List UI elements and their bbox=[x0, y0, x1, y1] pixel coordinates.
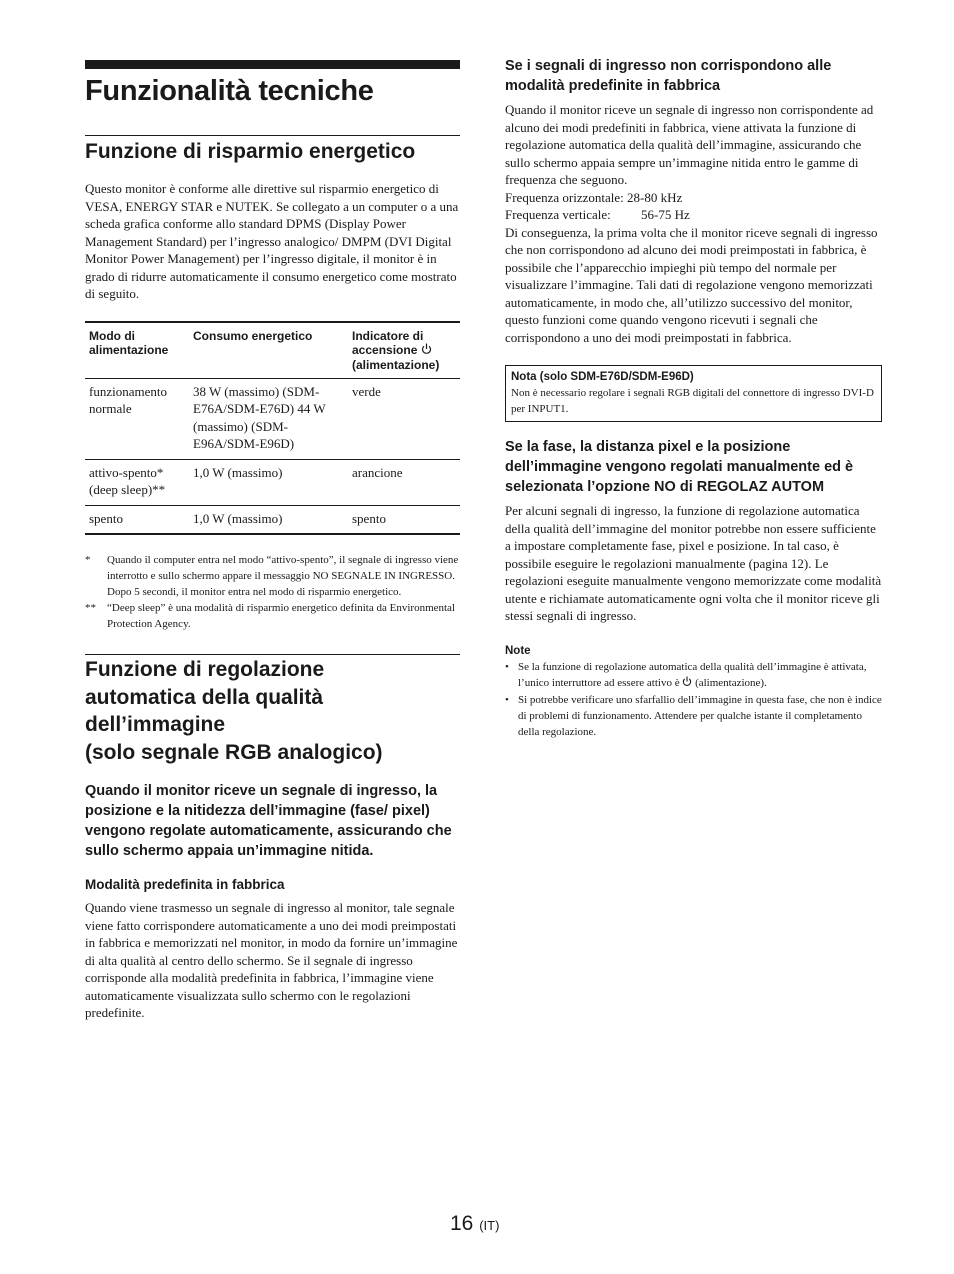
energy-intro: Questo monitor è conforme alle direttive sul risparmio energetico di VESA, ENERGY STAR e NUTEK. Se collegato a un computer o a una scheda grafica conforme allo standard DPMS (Display Power Management Standard) per l’ingresso analogico/ DMPM (DVI Digital Monitor Power Management) per l’ingresso digitale, il monitor è in grado di ridurre automaticamente il consumo energetico come mostrato di seguito. bbox=[85, 181, 459, 301]
right-column bbox=[505, 56, 885, 740]
header-indicator-label: Indicatore di accensione bbox=[352, 328, 427, 357]
footnote bbox=[85, 600, 460, 632]
auto-adjust-heading-line: dell’immagine bbox=[85, 713, 226, 736]
power-icon bbox=[421, 343, 432, 358]
note-bullet bbox=[505, 659, 882, 692]
table-header-row bbox=[85, 322, 460, 379]
bullet-dot: • bbox=[505, 693, 509, 706]
non-matching-text: Quando il monitor riceve un segnale di ingresso non corrispondente ad alcuno dei modi predefiniti in fabbrica, viene attivata la funzione di regolazione automatica della qualità dell’immagine, assicurando che sullo schermo appaia sempre un’immagine nitida entro le gamme di frequenza che seguono. bbox=[505, 102, 874, 187]
page-number-value: 16 bbox=[450, 1212, 474, 1235]
note-bullet bbox=[505, 692, 885, 740]
bullet-dot: • bbox=[505, 660, 509, 673]
table-row bbox=[85, 505, 460, 534]
header-indicator-sub: (alimentazione) bbox=[352, 357, 440, 372]
header-indicator bbox=[348, 322, 460, 379]
footnote bbox=[85, 552, 460, 600]
energy-heading: Funzione di risparmio energetico bbox=[85, 140, 416, 163]
non-matching-text-2: Di conseguenza, la prima volta che il monitor riceve segnali di ingresso che non corrispondono ad alcuno dei modi preimpostati in fabbrica, è possibile che l’apparecchio impieghi più tempo del normale per visualizzare l’immagine. Tali dati di regolazione vengono memorizzati automaticamente, in modo che, all’utilizzo successivo del monitor, questo funzioni come quando vengono ricevuti i segnali che corrispondono a uno dei modi preimpostati in fabbrica. bbox=[505, 224, 878, 345]
notes-title: Note bbox=[505, 644, 531, 657]
section-divider bbox=[85, 135, 460, 136]
dvi-note-title: Nota (solo SDM-E76D/SDM-E96D) bbox=[511, 371, 694, 383]
footnote-text: “Deep sleep” è una modalità di risparmio energetico definita da Environmental Protection Agency. bbox=[107, 602, 458, 630]
freq-vertical bbox=[505, 206, 882, 224]
cell-consumption: 38 W (massimo) (SDM-E76A/SDM-E76D) 44 W (massimo) (SDM-E96A/SDM-E96D) bbox=[193, 383, 326, 451]
energy-table bbox=[85, 321, 460, 536]
note-bullet-text-a: Se la funzione di regolazione automatica della qualità dell’immagine è attivata, l’unico interruttore ad essere attivo è bbox=[518, 660, 870, 689]
cell-mode: spento bbox=[89, 510, 123, 526]
dvi-note-box bbox=[505, 365, 882, 422]
power-icon bbox=[682, 676, 692, 692]
cell-mode: funzionamento normale bbox=[89, 383, 167, 416]
freq-vertical-label: Frequenza verticale: bbox=[505, 207, 611, 222]
footnote-mark: * bbox=[85, 554, 91, 566]
auto-adjust-heading bbox=[85, 656, 460, 766]
cell-mode: attivo-spento* (deep sleep)** bbox=[89, 464, 166, 497]
cell-indicator: spento bbox=[352, 510, 386, 526]
page-number bbox=[450, 1212, 499, 1236]
auto-adjust-subheading: Quando il monitor riceve un segnale di ingresso, la posizione e la nitidezza dell’immagine (fase/ pixel) vengono regolate automaticamente, assicurando che sullo schermo appaia un’immagine nitida. bbox=[85, 783, 452, 859]
factory-mode-heading: Modalità predefinita in fabbrica bbox=[85, 877, 285, 892]
auto-adjust-heading-line: (solo segnale RGB analogico) bbox=[85, 740, 383, 764]
left-column bbox=[85, 60, 460, 1022]
freq-vertical-value: 56-75 Hz bbox=[641, 207, 690, 222]
cell-consumption: 1,0 W (massimo) bbox=[193, 464, 283, 480]
title-bar bbox=[85, 60, 460, 69]
auto-adjust-heading-line: automatica della qualità bbox=[85, 685, 324, 709]
dvi-note-text: Non è necessario regolare i segnali RGB digitali del connettore di ingresso DVI-D per INPUT1. bbox=[511, 387, 874, 415]
page-title: Funzionalità tecniche bbox=[85, 75, 374, 107]
cell-indicator: verde bbox=[352, 383, 381, 399]
header-consumption: Consumo energetico bbox=[193, 328, 313, 343]
table-row bbox=[85, 378, 460, 459]
section-divider bbox=[85, 654, 460, 655]
freq-horizontal-label: Frequenza orizzontale: bbox=[505, 189, 624, 205]
table-row bbox=[85, 459, 460, 505]
page-lang-code: (IT) bbox=[479, 1218, 500, 1233]
footnote-mark: ** bbox=[85, 602, 96, 614]
cell-consumption: 1,0 W (massimo) bbox=[193, 510, 283, 526]
non-matching-heading: Se i segnali di ingresso non corrispondono alle modalità predefinite in fabbrica bbox=[505, 58, 832, 94]
note-bullet-text-b: (alimentazione). bbox=[695, 676, 767, 689]
manual-adjust-heading: Se la fase, la distanza pixel e la posizione dell’immagine vengono regolati manualmente ed è selezionata l’opzione NO di REGOLAZ AUTOM bbox=[505, 439, 854, 495]
note-bullet-text: Si potrebbe verificare uno sfarfallio dell’immagine in questa fase, che non è indice di problemi di funzionamento. Attendere per qualche istante il completamento della regolazione. bbox=[518, 693, 885, 738]
freq-horizontal bbox=[505, 189, 882, 207]
header-mode: Modo di alimentazione bbox=[89, 328, 169, 357]
footnotes bbox=[85, 552, 460, 632]
cell-indicator: arancione bbox=[352, 464, 403, 480]
footnote-text: Quando il computer entra nel modo “attivo-spento”, il segnale di ingresso viene interrotto e sullo schermo appare il messaggio NO SEGNALE IN INGRESSO. Dopo 5 secondi, il monitor entra nel modo di risparmio energetico. bbox=[107, 554, 462, 598]
note-bullet-text bbox=[518, 659, 882, 692]
auto-adjust-heading-line: Funzione di regolazione bbox=[85, 658, 325, 681]
freq-horizontal-value: 28-80 kHz bbox=[627, 189, 683, 205]
manual-adjust-text: Per alcuni segnali di ingresso, la funzione di regolazione automatica della qualità dell’immagine del monitor potrebbe non essere sufficiente a impostare completamente fase, pixel e posizione. In tal caso, è possibile eseguire le regolazioni manualmente (pagina 12). Le regolazioni eseguite manualmente vengono memorizzate come modalità utente e richiamate automaticamente ogni volta che il monitor riceve gli stessi segnali di ingresso. bbox=[505, 503, 882, 623]
factory-mode-text: Quando viene trasmesso un segnale di ingresso al monitor, tale segnale viene fatto corrispondere automaticamente a uno dei modi preimpostati in fabbrica e memorizzati nel monitor, in modo da fornire un’immagine di alta qualità al centro dello schermo. Se il segnale di ingresso corrisponde alla modalità predefinita in fabbrica, l’immagine viene automaticamente visualizzata sullo schermo con le regolazioni predefinite. bbox=[85, 900, 458, 1020]
